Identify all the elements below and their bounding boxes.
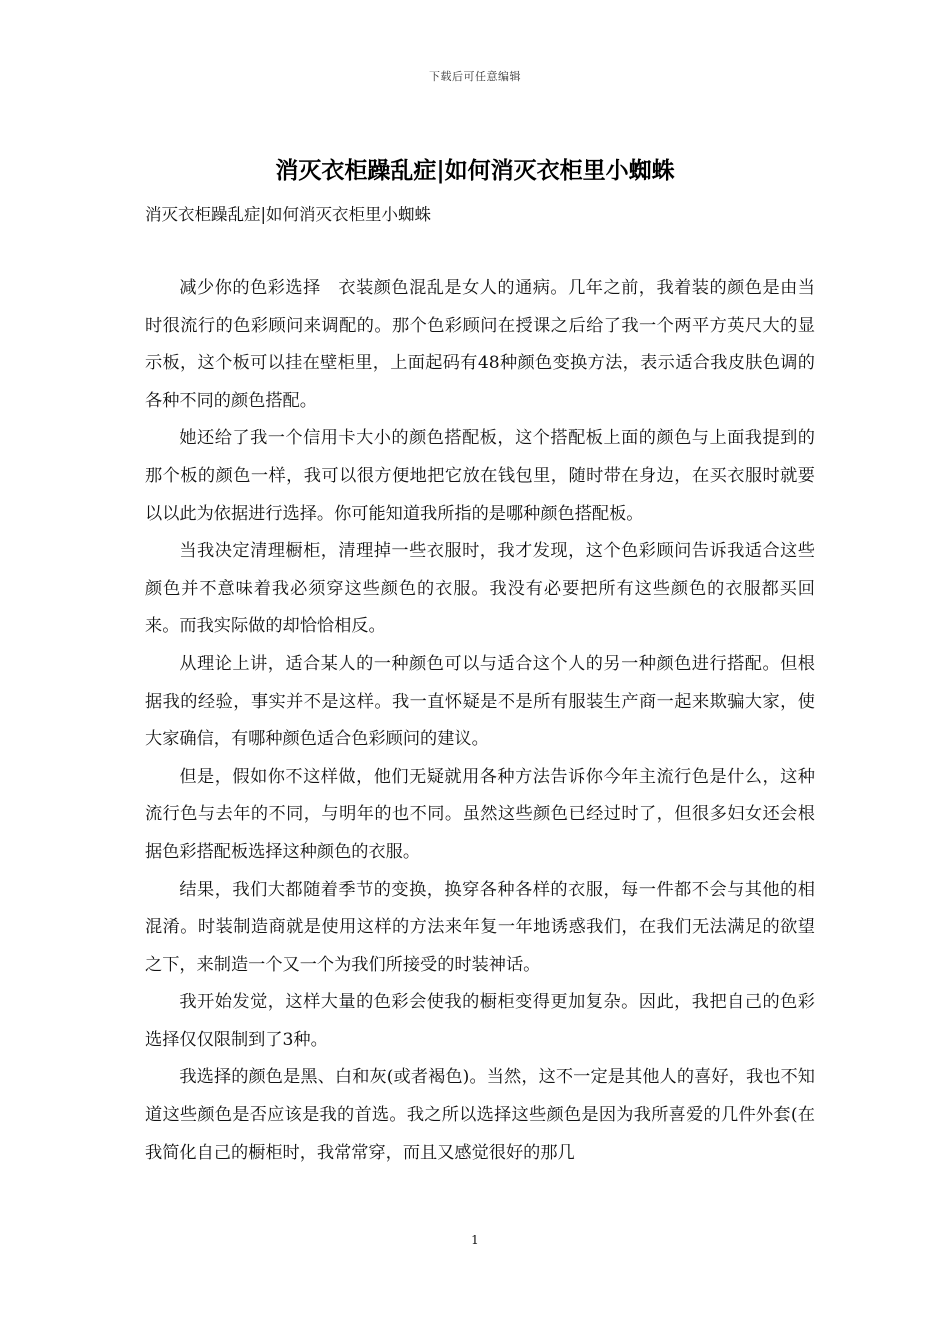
- paragraph-5: 但是，假如你不这样做，他们无疑就用各种方法告诉你今年主流行色是什么，这种流行色与去年的不同，与明年的也不同。虽然这些颜色已经过时了，但很多妇女还会根据色彩搭配板选择这种颜色的衣服。: [145, 766, 815, 862]
- paragraph-3: 当我决定清理橱柜，清理掉一些衣服时，我才发现，这个色彩顾问告诉我适合这些颜色并不意味着我必须穿这些颜色的衣服。我没有必要把所有这些颜色的衣服都买回来。而我实际做的却恰恰相反。: [145, 541, 815, 637]
- paragraph-6: 结果，我们大都随着季节的变换，换穿各种各样的衣服，每一件都不会与其他的相混淆。时装制造商就是使用这样的方法来年复一年地诱惑我们，在我们无法满足的欲望之下，来制造一个又一个为我们所接受的时装神话。: [145, 879, 815, 975]
- paragraph-4: 从理论上讲，适合某人的一种颜色可以与适合这个人的另一种颜色进行搭配。但根据我的经验，事实并不是这样。我一直怀疑是不是所有服装生产商一起来欺骗大家，使大家确信，有哪种颜色适合色彩顾问的建议。: [145, 653, 815, 750]
- paragraph-7: 我开始发觉，这样大量的色彩会使我的橱柜变得更加复杂。因此，我把自己的色彩选择仅仅限制到了3种。: [145, 992, 815, 1050]
- paragraph-8: 我选择的颜色是黑、白和灰(或者褐色)。当然，这不一定是其他人的喜好，我也不知道这些颜色是否应该是我的首选。我之所以选择这些颜色是因为我所喜爱的几件外套(在我简化自己的橱柜时，我常常穿，而且又感觉很好的那几: [145, 1067, 815, 1163]
- page-number: 1: [471, 1233, 479, 1247]
- document-title: 消灭衣柜躁乱症|如何消灭衣柜里小蜘蛛: [275, 157, 675, 184]
- paragraph-1: 减少你的色彩选择 衣装颜色混乱是女人的通病。几年之前，我着装的颜色是由当时很流行的色彩顾问来调配的。那个色彩顾问在授课之后给了我一个两平方英尺大的显示板，这个板可以挂在壁柜里，上面起码有48种颜色变换方法，表示适合我皮肤色调的各种不同的颜色搭配。: [145, 278, 815, 411]
- header-note: 下载后可任意编辑: [429, 70, 521, 83]
- document-subtitle: 消灭衣柜躁乱症|如何消灭衣柜里小蜘蛛: [145, 205, 432, 224]
- document-body: [145, 270, 815, 1172]
- paragraph-2: 她还给了我一个信用卡大小的颜色搭配板，这个搭配板上面的颜色与上面我提到的那个板的颜色一样，我可以很方便地把它放在钱包里，随时带在身边，在买衣服时就要以以此为依据进行选择。你可能知道我所指的是哪种颜色搭配板。: [145, 428, 815, 524]
